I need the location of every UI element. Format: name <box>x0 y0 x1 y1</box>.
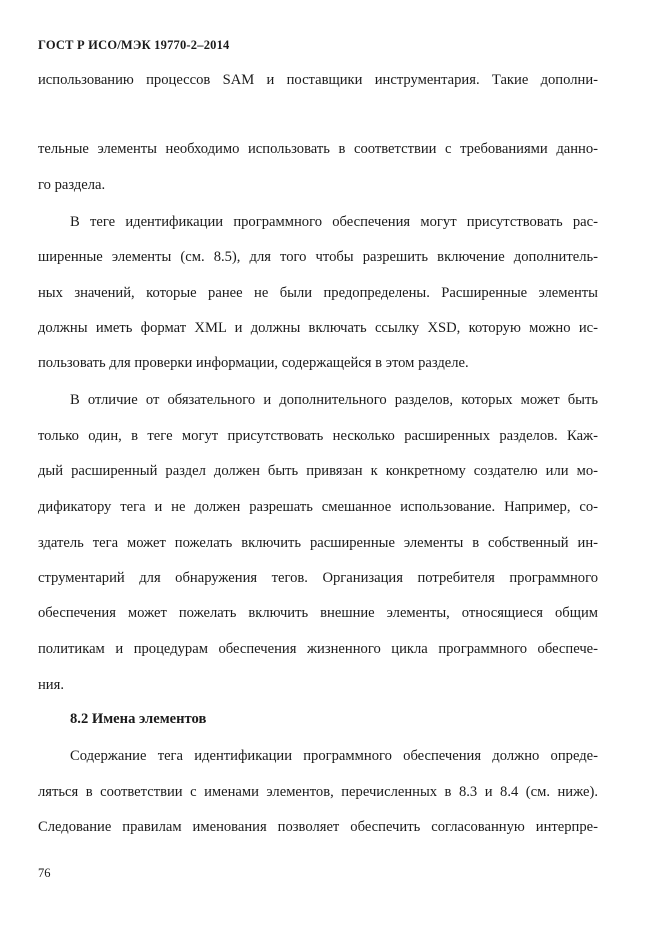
text-line: тельные элементы необходимо использовать в соответствии с требованиями данно- <box>38 141 598 157</box>
text-line: использованию процессов SAM и поставщики инструментария. Такие дополни- <box>38 72 598 88</box>
section-heading: 8.2 Имена элементов <box>70 711 207 727</box>
text-line: го раздела. <box>38 177 106 193</box>
text-line: ширенные элементы (см. 8.5), для того чтобы разрешить включение дополнитель- <box>38 249 598 265</box>
document-header: ГОСТ Р ИСО/МЭК 19770-2–2014 <box>38 38 230 52</box>
text-line: ных значений, которые ранее не были предопределены. Расширенные элементы <box>38 285 598 301</box>
text-line: пользовать для проверки информации, содержащейся в этом разделе. <box>38 355 469 371</box>
text-line: обеспечения может пожелать включить внешние элементы, относящиеся общим <box>38 605 598 621</box>
text-line: Содержание тега идентификации программного обеспечения должно опреде- <box>70 748 598 764</box>
text-line: дый расширенный раздел должен быть привязан к конкретному создателю или мо- <box>38 463 598 479</box>
text-line: дификатору тега и не должен разрешать смешанное использование. Например, со- <box>38 499 598 515</box>
page-number: 76 <box>38 866 51 880</box>
text-line: политикам и процедурам обеспечения жизненного цикла программного обеспече- <box>38 641 598 657</box>
text-line: здатель тега может пожелать включить расширенные элементы в собственный ин- <box>38 535 598 551</box>
text-line: должны иметь формат XML и должны включать ссылку XSD, которую можно ис- <box>38 320 598 336</box>
text-line: В отличие от обязательного и дополнительного разделов, которых может быть <box>70 392 598 408</box>
text-line: ляться в соответствии с именами элементов, перечисленных в 8.3 и 8.4 (см. ниже). <box>38 784 598 800</box>
text-line: Следование правилам именования позволяет обеспечить согласованную интерпре- <box>38 819 598 835</box>
text-line: ния. <box>38 677 64 693</box>
text-line: В теге идентификации программного обеспечения могут присутствовать рас- <box>70 214 598 230</box>
text-line: струментарий для обнаружения тегов. Организация потребителя программного <box>38 570 598 586</box>
text-line: только один, в теге могут присутствовать несколько расширенных разделов. Каж- <box>38 428 598 444</box>
